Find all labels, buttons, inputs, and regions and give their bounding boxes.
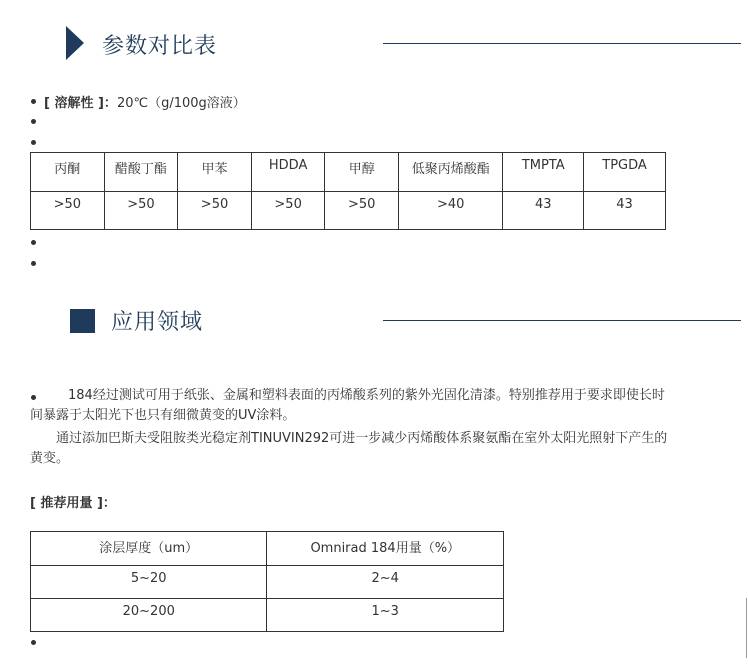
application-paragraph-1: 184经过测试可用于纸张、金属和塑料表面的丙烯酸系列的紫外光固化清漆。特别推荐用于要求即使长时间暴露于太阳光下也只有细微黄变的UV涂料。 (30, 388, 665, 423)
table-header-cell: TMPTA (503, 153, 584, 192)
table-cell: 1~3 (267, 599, 504, 632)
application-paragraph-2: 通过添加巴斯夫受阻胺类光稳定剂TINUVIN292可进一步减少丙烯酸体系聚氨酯在室外太阳光照射下产生的黄变。 (30, 431, 668, 466)
table-header-cell: 甲醇 (325, 153, 399, 192)
table-cell: >50 (31, 192, 105, 230)
table-cell: >50 (251, 192, 325, 230)
bullet (31, 99, 36, 104)
table-header-row (31, 532, 504, 566)
square-icon (70, 309, 95, 333)
table-cell: >40 (399, 192, 503, 230)
divider-line (383, 43, 741, 44)
section-title-params: 参数对比表 (102, 34, 218, 59)
table-header-row (31, 153, 666, 192)
divider-line (383, 320, 741, 321)
bullet (31, 240, 36, 245)
table-cell: >50 (178, 192, 252, 230)
table-header-cell: 低聚丙烯酸酯 (399, 153, 503, 192)
table-header-cell: 醋酸丁酯 (104, 153, 178, 192)
bullet (31, 140, 36, 145)
solubility-table (30, 152, 666, 230)
table-header-cell: Omnirad 184用量（%） (267, 532, 504, 566)
table-cell: 5~20 (31, 566, 267, 599)
table-cell: 43 (584, 192, 666, 230)
table-cell: 20~200 (31, 599, 267, 632)
solubility-value: 20℃（g/100g溶液） (116, 96, 246, 111)
table-row (31, 192, 666, 230)
bullet (31, 119, 36, 124)
bullet (31, 640, 36, 645)
table-header-cell: HDDA (251, 153, 325, 192)
solubility-label: [ 溶解性 ]： (44, 96, 117, 111)
solubility-line (44, 92, 246, 111)
table-row (31, 566, 504, 599)
table-header-cell: 涂层厚度（um） (31, 532, 267, 566)
table-cell: 2~4 (267, 566, 504, 599)
table-cell: >50 (104, 192, 178, 230)
table-header-cell: TPGDA (584, 153, 666, 192)
section-title-application: 应用领域 (111, 310, 204, 335)
table-cell: >50 (325, 192, 399, 230)
edge-line (746, 598, 747, 658)
table-header-cell: 甲苯 (178, 153, 252, 192)
dosage-table (30, 531, 504, 632)
triangle-icon (66, 26, 84, 60)
table-row (31, 599, 504, 632)
dosage-label: [ 推荐用量 ]： (30, 496, 116, 511)
table-header-cell: 丙酮 (31, 153, 105, 192)
table-cell: 43 (503, 192, 584, 230)
bullet (31, 261, 36, 266)
